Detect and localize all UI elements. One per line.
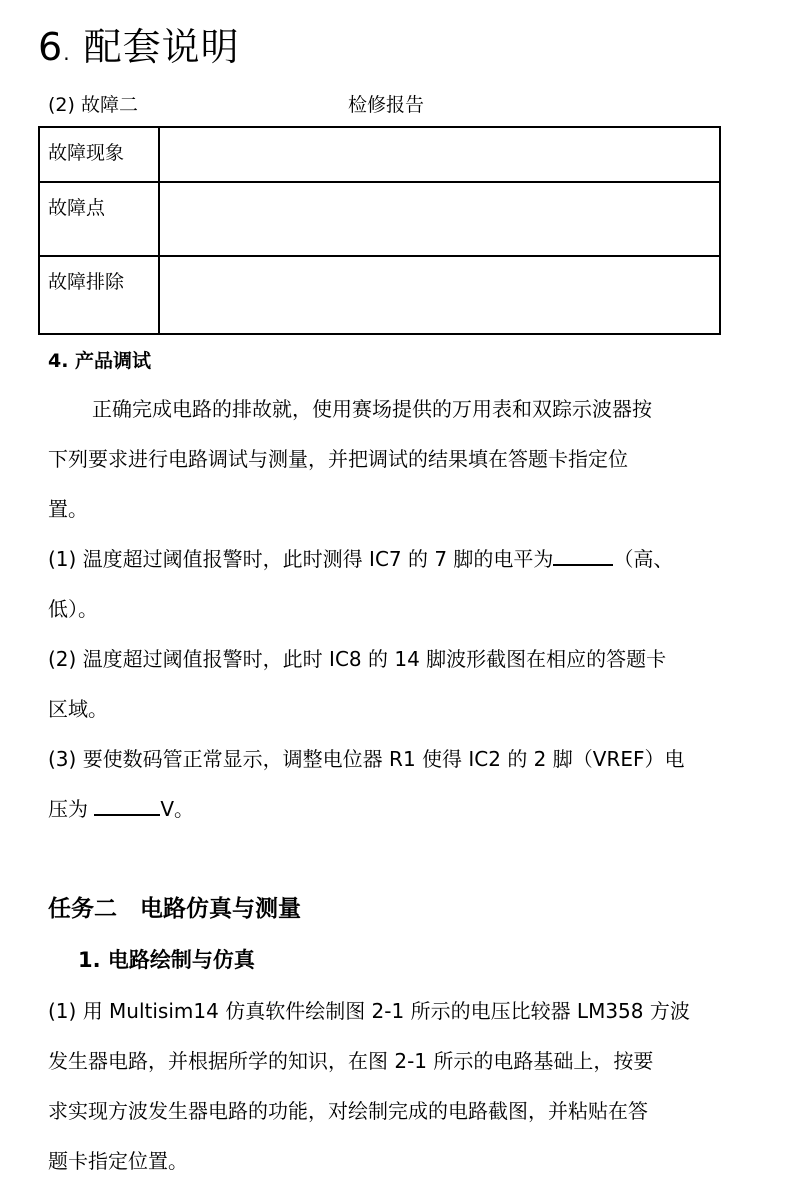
question-3-continued xyxy=(48,784,684,834)
report-title: 检修报告 xyxy=(348,94,425,116)
question-text: V。 xyxy=(160,797,195,821)
row-label: 故障点 xyxy=(39,182,159,256)
answer-blank[interactable] xyxy=(553,564,613,566)
section4-body xyxy=(48,384,684,834)
question-3: (3) 要使数码管正常显示，调整电位器 R1 使得 IC2 的 2 脚（VREF）电 xyxy=(48,747,685,771)
paragraph-line: 置。 xyxy=(48,497,88,521)
table-row xyxy=(39,127,720,182)
table-row xyxy=(39,256,720,334)
answer-blank[interactable] xyxy=(94,814,160,816)
row-value[interactable] xyxy=(159,127,720,182)
question-1 xyxy=(48,534,684,584)
question-text: 压为 xyxy=(48,797,88,821)
task-title: 任务二 电路仿真与测量 xyxy=(48,896,301,922)
question-text: （高、 xyxy=(613,547,674,571)
heading-number: 6 xyxy=(38,25,64,69)
paragraph-line: 发生器电路，并根据所学的知识，在图 2-1 所示的电路基础上，按要 xyxy=(48,1049,654,1073)
paragraph-line: 正确完成电路的排故就，使用赛场提供的万用表和双踪示波器按 xyxy=(92,397,652,421)
paragraph-line: 低）。 xyxy=(48,597,98,621)
row-value[interactable] xyxy=(159,256,720,334)
sub-title: 1. 电路绘制与仿真 xyxy=(78,948,255,972)
row-label: 故障排除 xyxy=(39,256,159,334)
section-title: 4. 产品调试 xyxy=(48,350,152,372)
page-heading: 6. 配套说明 xyxy=(38,25,240,69)
heading-title: 配套说明 xyxy=(83,25,240,69)
paragraph-line: 下列要求进行电路调试与测量，并把调试的结果填在答题卡指定位 xyxy=(48,447,628,471)
paragraph-line: 题卡指定位置。 xyxy=(48,1149,188,1173)
repair-report-table xyxy=(38,126,721,335)
table-row xyxy=(39,182,720,256)
paragraph-line: (1) 用 Multisim14 仿真软件绘制图 2-1 所示的电压比较器 LM358 方波 xyxy=(48,999,690,1023)
task2-body xyxy=(48,986,690,1186)
row-value[interactable] xyxy=(159,182,720,256)
paragraph-line: 区域。 xyxy=(48,697,108,721)
paragraph-line: 求实现方波发生器电路的功能，对绘制完成的电路截图，并粘贴在答 xyxy=(48,1099,648,1123)
question-2: (2) 温度超过阈值报警时，此时 IC8 的 14 脚波形截图在相应的答题卡 xyxy=(48,647,667,671)
question-text: (1) 温度超过阈值报警时，此时测得 IC7 的 7 脚的电平为 xyxy=(48,547,554,571)
fault-label: (2) 故障二 xyxy=(48,94,138,116)
row-label: 故障现象 xyxy=(39,127,159,182)
